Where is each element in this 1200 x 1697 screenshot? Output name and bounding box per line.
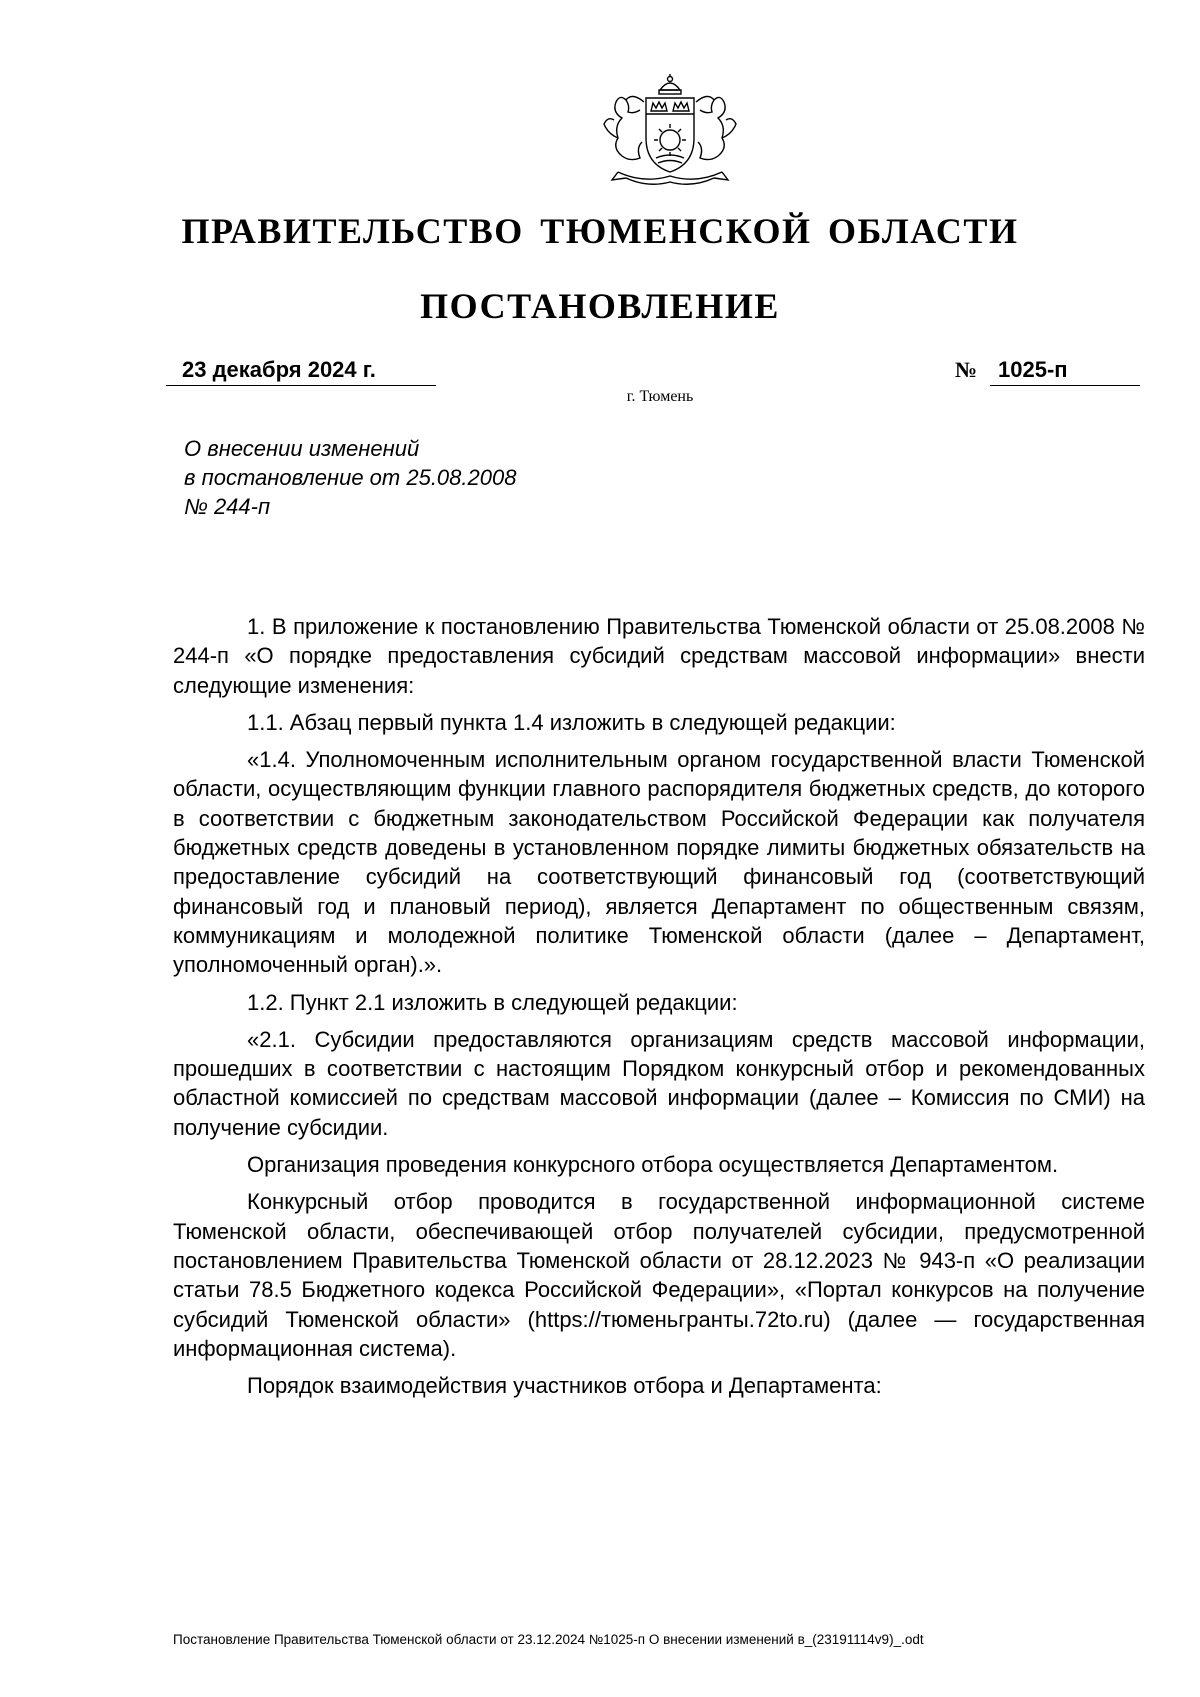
number-sign: № <box>955 357 978 382</box>
document-number: 1025-п <box>998 357 1068 382</box>
city-label: г. Тюмень <box>626 388 694 405</box>
document-date-field <box>166 355 436 386</box>
subject-line: № 244-п <box>184 494 271 519</box>
coat-of-arms-emblem <box>596 72 744 190</box>
document-body <box>173 612 1145 1408</box>
document-number-underline <box>990 355 1140 386</box>
organization-title: ПРАВИТЕЛЬСТВО ТЮМЕНСКОЙ ОБЛАСТИ <box>181 211 1019 251</box>
body-paragraph: Порядок взаимодействия участников отбора и Департамента: <box>247 1373 882 1399</box>
body-paragraph: 1.2. Пункт 2.1 изложить в следующей редакции: <box>247 989 738 1015</box>
document-number-field <box>955 355 1140 385</box>
body-paragraph: 1.1. Абзац первый пункта 1.4 изложить в следующей редакции: <box>247 709 896 735</box>
document-subject <box>184 434 684 521</box>
subject-line: в постановление от 25.08.2008 <box>184 465 517 490</box>
body-paragraph: «1.4. Уполномоченным исполнительным органом государственной власти Тюменской области, осуществляющим функции главного распорядителя бюджетных средств, до которого в соответствии с бюджетным законодательством Российской Федерации как получателя бюджетных средств доведены в установленном порядке лимиты бюджетных обязательств на предоставление субсидий на соответствующий финансовый год (соответствующий финансовый год и плановый период), является Департамент по общественным связям, коммуникациям и молодежной политике Тюменской области (далее – Департамент, уполномоченный орган).». <box>173 747 1145 978</box>
body-paragraph: Организация проведения конкурсного отбора осуществляется Департаментом. <box>247 1152 1059 1178</box>
page-footer: Постановление Правительства Тюменской области от 23.12.2024 №1025-п О внесении изменений в_(23191114v9)_.odt <box>173 1632 924 1647</box>
body-paragraph: 1. В приложение к постановлению Правительства Тюменской области от 25.08.2008 № 244-п «О порядке предоставления субсидий средствам массовой информации» внести следующие изменения: <box>173 614 1145 698</box>
body-paragraph: Конкурсный отбор проводится в государственной информационной системе Тюменской области, обеспечивающей отбор получателей субсидии, предусмотренной постановлением Правительства Тюменской области от 28.12.2023 № 943-п «О реализации статьи 78.5 Бюджетного кодекса Российской Федерации», «Портал конкурсов на получение субсидий Тюменской области» (https://тюменьгранты.72to.ru) (далее — государственная информационная система). <box>173 1189 1145 1361</box>
subject-line: О внесении изменений <box>184 436 420 461</box>
body-paragraph: «2.1. Субсидии предоставляются организациям средств массовой информации, прошедших в соответствии с настоящим Порядком конкурсный отбор и рекомендованных областной комиссией по средствам массовой информации (далее – Комиссия по СМИ) на получение субсидии. <box>173 1026 1145 1140</box>
document-type-heading: ПОСТАНОВЛЕНИЕ <box>420 286 780 326</box>
document-date: 23 декабря 2024 г. <box>182 357 376 382</box>
